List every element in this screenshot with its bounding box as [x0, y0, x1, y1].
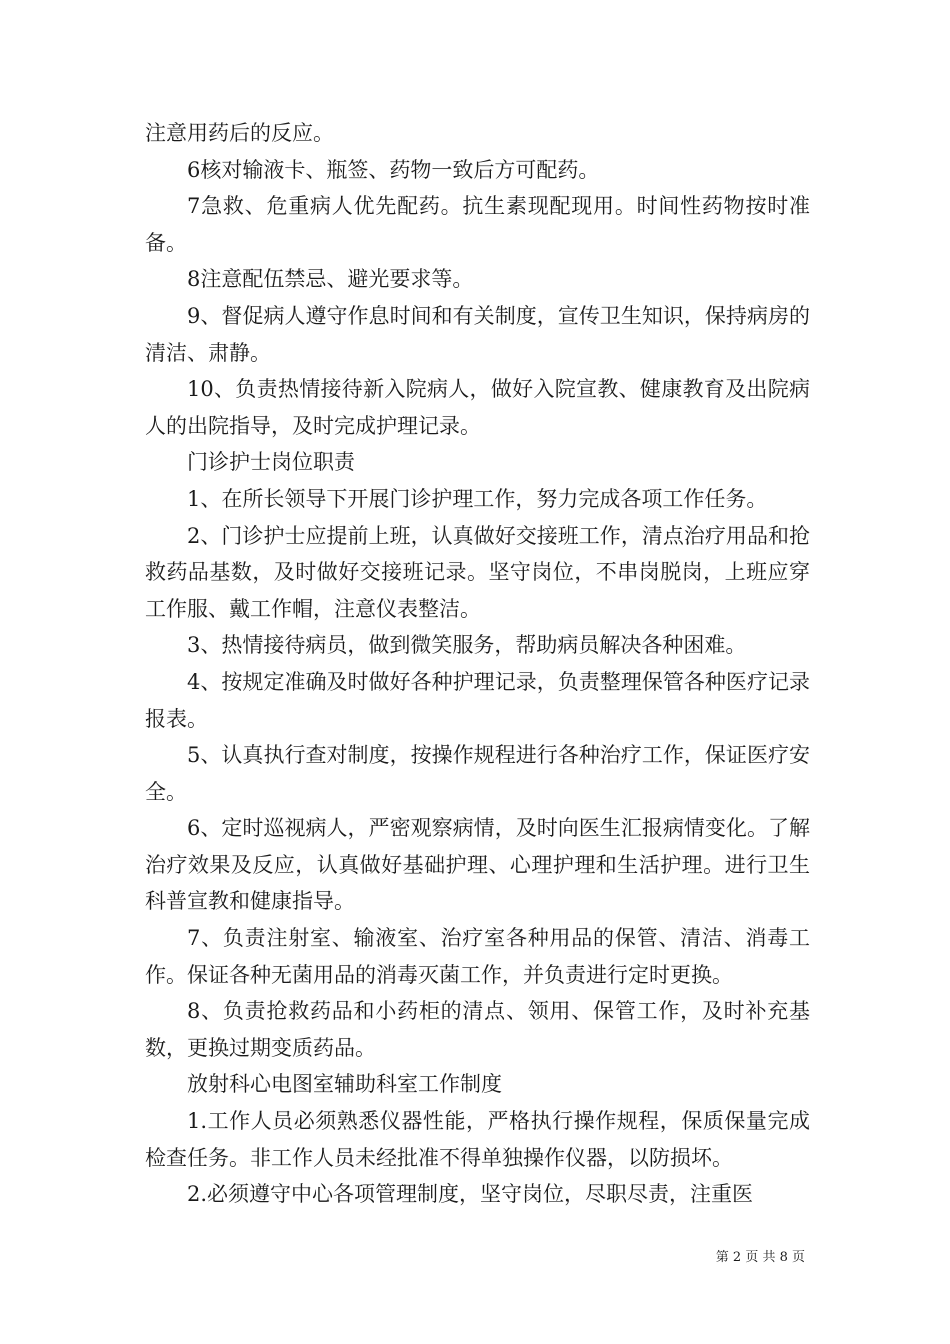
- paragraph-continuation: 注意用药后的反应。: [145, 121, 334, 145]
- paragraph: 7、负责注射室、输液室、治疗室各种用品的保管、清洁、消毒工作。保证各种无菌用品的消毒灭菌工作，并负责进行定时更换。: [145, 926, 810, 987]
- paragraph: 10、负责热情接待新入院病人，做好入院宣教、健康教育及出院病人的出院指导，及时完成护理记录。: [145, 377, 810, 438]
- section-heading: 门诊护士岗位职责: [187, 450, 355, 475]
- paragraph: 4、按规定准确及时做好各种护理记录，负责整理保管各种医疗记录报表。: [145, 669, 810, 731]
- document-body: [145, 115, 810, 1213]
- paragraph: 8、负责抢救药品和小药柜的清点、领用、保管工作，及时补充基数，更换过期变质药品。: [145, 999, 810, 1060]
- paragraph: 1.工作人员必须熟悉仪器性能，严格执行操作规程，保质保量完成检查任务。非工作人员未经批准不得单独操作仪器，以防损坏。: [145, 1109, 810, 1170]
- paragraph: 3、热情接待病员，做到微笑服务，帮助病员解决各种困难。: [187, 633, 747, 658]
- page-number-footer: 第 2 页 共 8 页: [715, 1250, 805, 1265]
- paragraph: 9、督促病人遵守作息时间和有关制度，宣传卫生知识，保持病房的清洁、肃静。: [145, 303, 810, 365]
- paragraph: 2.必须遵守中心各项管理制度，坚守岗位，尽职尽责，注重医: [187, 1182, 754, 1207]
- paragraph: 2、门诊护士应提前上班，认真做好交接班工作，清点治疗用品和抢救药品基数，及时做好交接班记录。坚守岗位，不串岗脱岗，上班应穿工作服、戴工作帽，注意仪表整洁。: [145, 523, 810, 621]
- paragraph: 6核对输液卡、瓶签、药物一致后方可配药。: [187, 157, 600, 182]
- paragraph: 8注意配伍禁忌、避光要求等。: [187, 267, 474, 292]
- paragraph: 5、认真执行查对制度，按操作规程进行各种治疗工作，保证医疗安全。: [145, 743, 810, 804]
- section-heading: 放射科心电图室辅助科室工作制度: [187, 1072, 502, 1097]
- paragraph: 7急救、危重病人优先配药。抗生素现配现用。时间性药物按时准备。: [145, 194, 810, 255]
- paragraph: 1、在所长领导下开展门诊护理工作，努力完成各项工作任务。: [187, 486, 768, 511]
- paragraph: 6、定时巡视病人，严密观察病情，及时向医生汇报病情变化。了解治疗效果及反应，认真做好基础护理、心理护理和生活护理。进行卫生科普宣教和健康指导。: [145, 816, 810, 914]
